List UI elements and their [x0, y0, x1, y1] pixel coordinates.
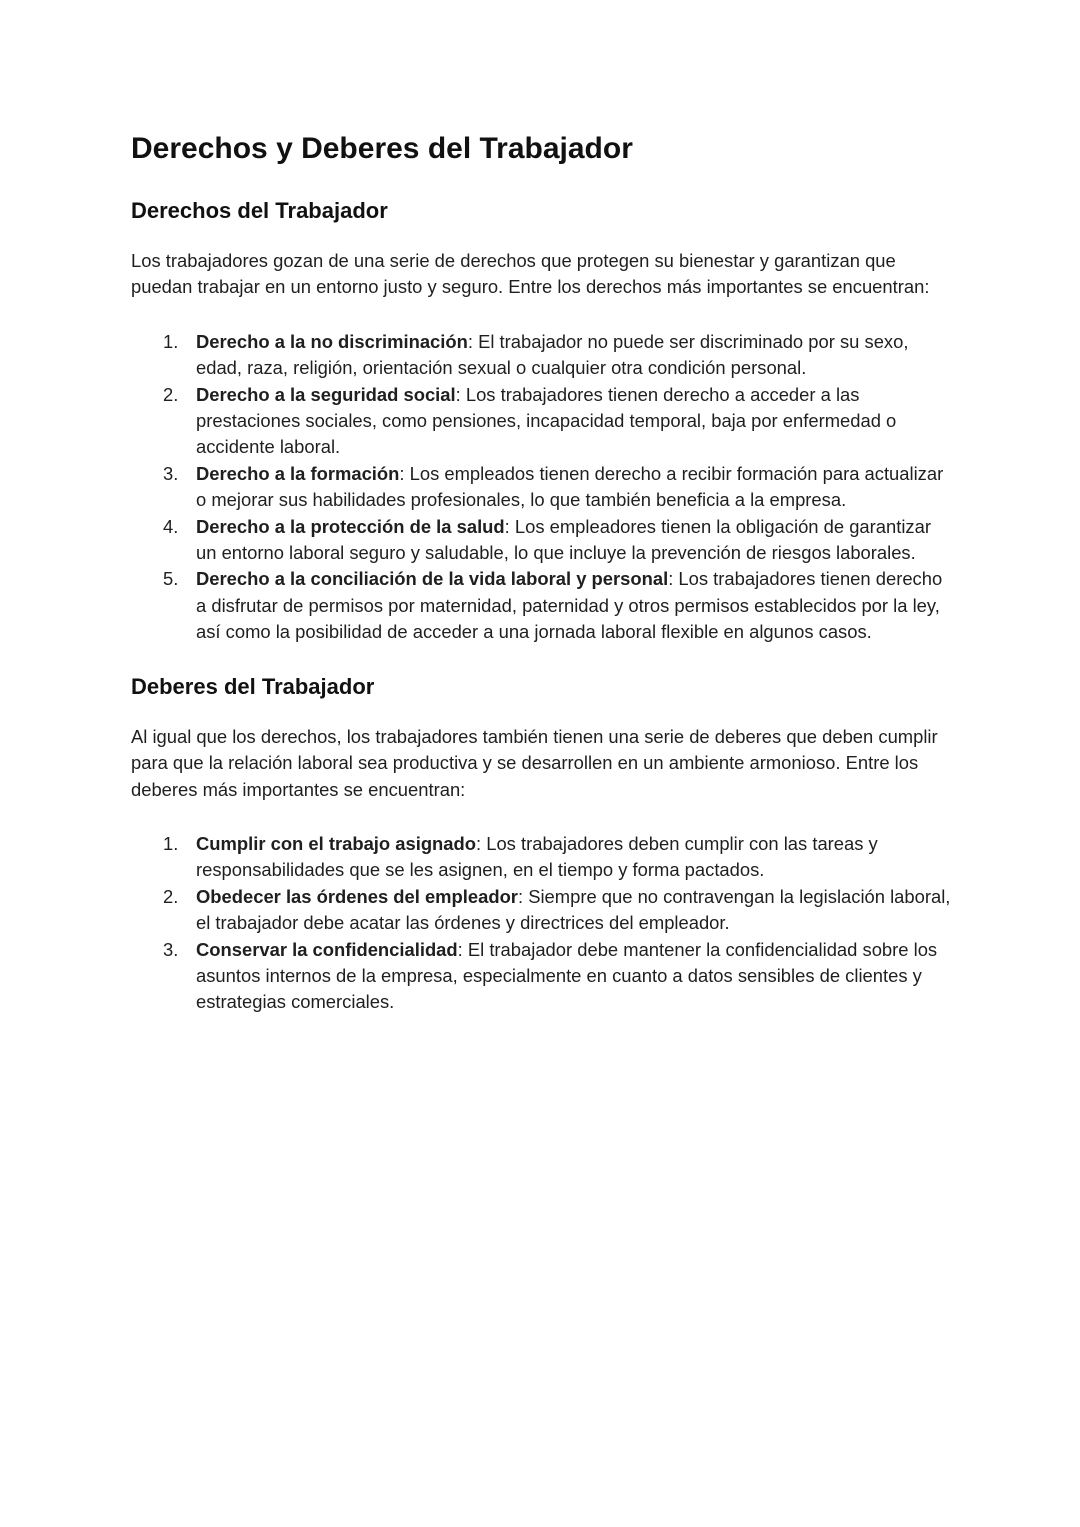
- list-item: [131, 884, 951, 937]
- list-text: : El trabajador debe mantener la confidencialidad sobre los asuntos internos de la empresa, especialmente en cuanto a datos sensibles de clientes y estrategias comerciales.: [196, 938, 938, 1013]
- rights-list: [131, 329, 951, 646]
- document-page: [131, 128, 951, 1016]
- list-term: Derecho a la protección de la salud: [196, 515, 505, 537]
- list-item: [131, 831, 951, 884]
- list-term: Cumplir con el trabajo asignado: [196, 832, 476, 854]
- list-item: [131, 566, 951, 645]
- list-number: 3.: [163, 462, 179, 484]
- list-text: : Los empleados tienen derecho a recibir formación para actualizar o mejorar sus habilidades profesionales, lo que también beneficia a la empresa.: [196, 462, 944, 511]
- list-item: [131, 514, 951, 567]
- list-number: 1.: [163, 832, 179, 854]
- list-number: 4.: [163, 515, 179, 537]
- list-term: Conservar la confidencialidad: [196, 938, 458, 960]
- list-item: [131, 329, 951, 382]
- document-title: Derechos y Deberes del Trabajador: [131, 132, 633, 165]
- duties-list: [131, 831, 951, 1016]
- list-text: : El trabajador no puede ser discriminado por su sexo, edad, raza, religión, orientación sexual o cualquier otra condición personal.: [196, 330, 909, 379]
- list-item: [131, 382, 951, 461]
- duties-intro: Al igual que los derechos, los trabajadores también tienen una serie de deberes que deben cumplir para que la relación laboral sea productiva y se desarrollen en un ambiente armonioso. Entre los deberes más importantes se encuentran:: [131, 725, 938, 800]
- list-text: : Los trabajadores tienen derecho a disfrutar de permisos por maternidad, paternidad y otros permisos establecidos por la ley, así como la posibilidad de acceder a una jornada laboral flexible en algunos casos.: [196, 568, 943, 643]
- list-text: : Siempre que no contravengan la legislación laboral, el trabajador debe acatar las órdenes y directrices del empleador.: [196, 885, 951, 934]
- list-term: Derecho a la seguridad social: [196, 383, 456, 405]
- list-term: Derecho a la conciliación de la vida laboral y personal: [196, 568, 669, 590]
- duties-heading: Deberes del Trabajador: [131, 673, 375, 699]
- list-term: Derecho a la formación: [196, 462, 400, 484]
- list-number: 2.: [163, 885, 179, 907]
- list-item: [131, 937, 951, 1016]
- list-number: 5.: [163, 568, 179, 590]
- list-text: : Los trabajadores tienen derecho a acceder a las prestaciones sociales, como pensiones, incapacidad temporal, baja por enfermedad o accidente laboral.: [196, 383, 897, 458]
- list-text: : Los empleadores tienen la obligación de garantizar un entorno laboral seguro y saludable, lo que incluye la prevención de riesgos laborales.: [196, 515, 931, 564]
- rights-heading: Derechos del Trabajador: [131, 198, 388, 223]
- list-text: : Los trabajadores deben cumplir con las tareas y responsabilidades que se les asignen, en el tiempo y forma pactados.: [196, 832, 878, 881]
- list-number: 1.: [163, 330, 179, 352]
- rights-intro: Los trabajadores gozan de una serie de derechos que protegen su bienestar y garantizan que puedan trabajar en un entorno justo y seguro. Entre los derechos más importantes se encuentran:: [131, 250, 930, 298]
- list-number: 3.: [163, 938, 179, 960]
- list-term: Obedecer las órdenes del empleador: [196, 885, 518, 907]
- list-term: Derecho a la no discriminación: [196, 330, 468, 352]
- list-item: [131, 461, 951, 514]
- list-number: 2.: [163, 383, 179, 405]
